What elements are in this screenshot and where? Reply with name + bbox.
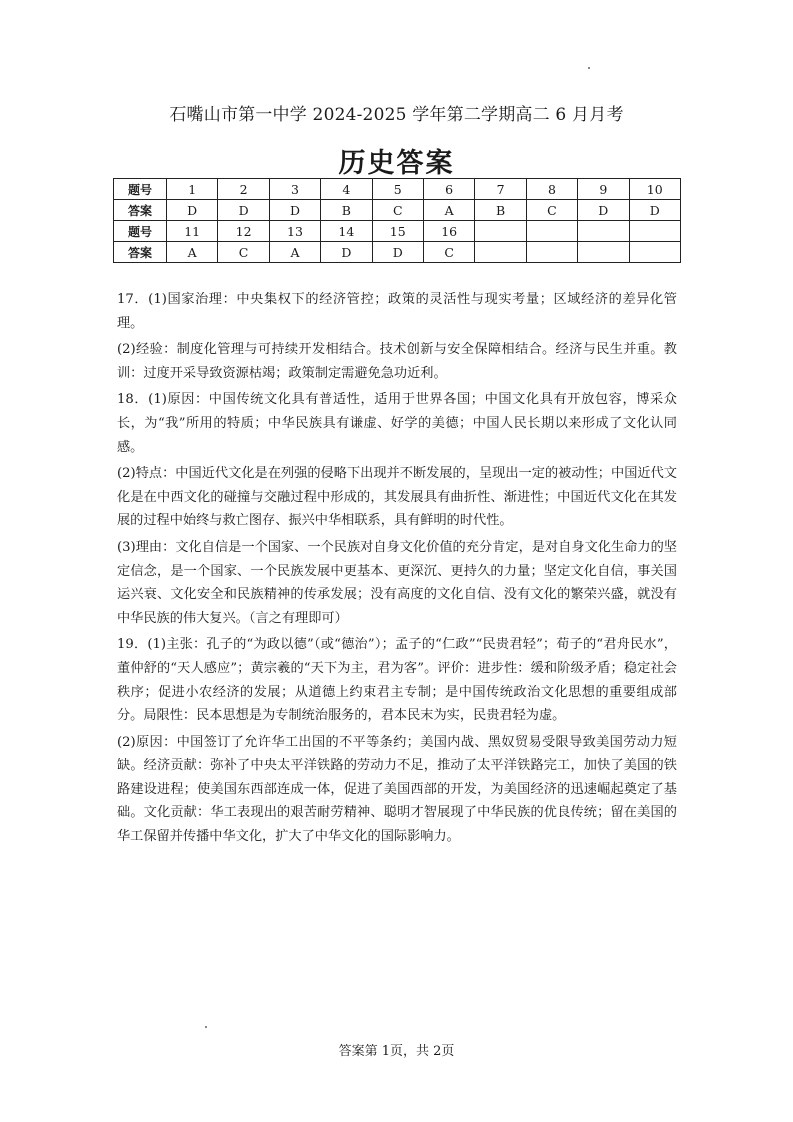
table-cell: A: [423, 200, 474, 221]
table-cell: D: [372, 242, 423, 263]
table-cell: 2: [218, 179, 269, 200]
table-cell: [578, 221, 629, 242]
table-cell: 16: [423, 221, 474, 242]
table-cell: A: [269, 242, 320, 263]
school-exam-line: 石嘴山市第一中学 2024-2025 学年第二学期高二 6 月月考: [169, 105, 624, 125]
table-cell: D: [578, 200, 629, 221]
answer-paragraph: (3)理由：文化自信是一个国家、一个民族对自身文化价值的充分肯定，是对自身文化生命力的坚定信念，是一个国家、一个民族发展中更基本、更深沉、更持久的力量；坚定文化自信，事关国运兴衰、文化安全和民族精神的传承发展；没有高度的文化自信、没有文化的繁荣兴盛，就没有中华民族的伟大复兴。（言之有理即可）: [117, 539, 677, 626]
table-cell: B: [475, 200, 526, 221]
row-label: 答案: [114, 200, 167, 221]
question-number-row: [114, 179, 681, 200]
table-cell: [629, 221, 680, 242]
table-cell: [475, 221, 526, 242]
table-cell: D: [218, 200, 269, 221]
table-cell: D: [167, 200, 218, 221]
table-cell: 15: [372, 221, 423, 242]
table-cell: [629, 242, 680, 263]
table-cell: 7: [475, 179, 526, 200]
scan-speck: [588, 67, 590, 69]
answer-paragraph: (2)特点：中国近代文化是在列强的侵略下出现并不断发展的，呈现出一定的被动性；中国近代文化是在中西文化的碰撞与交融过程中形成的，其发展具有曲折性、渐进性；中国近代文化在其发展的过程中始终与救亡图存、振兴中华相联系，具有鲜明的时代性。: [117, 466, 677, 529]
table-cell: 8: [526, 179, 577, 200]
table-cell: 6: [423, 179, 474, 200]
table-cell: D: [321, 242, 372, 263]
row-label: 答案: [114, 242, 167, 263]
question-number-row: [114, 221, 681, 242]
table-cell: 10: [629, 179, 680, 200]
table-cell: 11: [167, 221, 218, 242]
table-cell: 13: [269, 221, 320, 242]
table-cell: C: [526, 200, 577, 221]
table-cell: [526, 242, 577, 263]
table-cell: 1: [167, 179, 218, 200]
table-cell: [475, 242, 526, 263]
table-cell: 9: [578, 179, 629, 200]
table-cell: D: [629, 200, 680, 221]
answer-paragraph: (2)原因：中国签订了允许华工出国的不平等条约；美国内战、黑奴贸易受限导致美国劳动力短缺。经济贡献：弥补了中央太平洋铁路的劳动力不足，推动了太平洋铁路完工，加快了美国的铁路建设进程；使美国东西部连成一体，促进了美国西部的开发，为美国经济的迅速崛起奠定了基础。文化贡献：华工表现出的艰苦耐劳精神、聪明才智展现了中华民族的优良传统；留在美国的华工保留并传播中华文化，扩大了中华文化的国际影响力。: [117, 734, 677, 845]
answer-paragraph: (2)经验：制度化管理与可持续开发相结合。技术创新与安全保障相结合。经济与民生并重。教训：过度开采导致资源枯竭；政策制定需避免急功近利。: [117, 342, 677, 381]
answer-row: [114, 242, 681, 263]
table-cell: 4: [321, 179, 372, 200]
table-cell: C: [372, 200, 423, 221]
table-cell: 14: [321, 221, 372, 242]
table-cell: 12: [218, 221, 269, 242]
row-label: 题号: [114, 221, 167, 242]
answer-paragraph: 18．(1)原因：中国传统文化具有普适性，适用于世界各国；中国文化具有开放包容，博采众长，为“我”所用的特质；中华民族具有谦虚、好学的美德；中国人民长期以来形成了文化认同感。: [117, 392, 677, 455]
answer-body: [117, 288, 677, 852]
row-label: 题号: [114, 179, 167, 200]
page-footer: 答案第 1页，共 2页: [338, 1044, 455, 1059]
answer-table: [113, 178, 681, 263]
table-cell: [526, 221, 577, 242]
scan-speck: [205, 1026, 207, 1028]
answer-paragraph: 19．(1)主张：孔子的“为政以德”（或“德治”）；孟子的“仁政”“民贵君轻”；荀子的“君舟民水”，董仲舒的“天人感应”；黄宗羲的“天下为主，君为客”。评价：进步性：缓和阶级矛盾；稳定社会秩序；促进小农经济的发展；从道德上约束君主专制；是中国传统政治文化思想的重要组成部分。局限性：民本思想是为专制统治服务的，君本民末为实，民贵君轻为虚。: [117, 637, 677, 724]
table-cell: 5: [372, 179, 423, 200]
table-cell: C: [218, 242, 269, 263]
answer-paragraph: 17．(1)国家治理：中央集权下的经济管控；政策的灵活性与现实考量；区域经济的差异化管理。: [117, 292, 677, 331]
table-cell: 3: [269, 179, 320, 200]
table-cell: B: [321, 200, 372, 221]
answer-row: [114, 200, 681, 221]
table-cell: [578, 242, 629, 263]
table-cell: A: [167, 242, 218, 263]
table-cell: C: [423, 242, 474, 263]
page-title: 历史答案: [338, 148, 455, 179]
table-cell: D: [269, 200, 320, 221]
